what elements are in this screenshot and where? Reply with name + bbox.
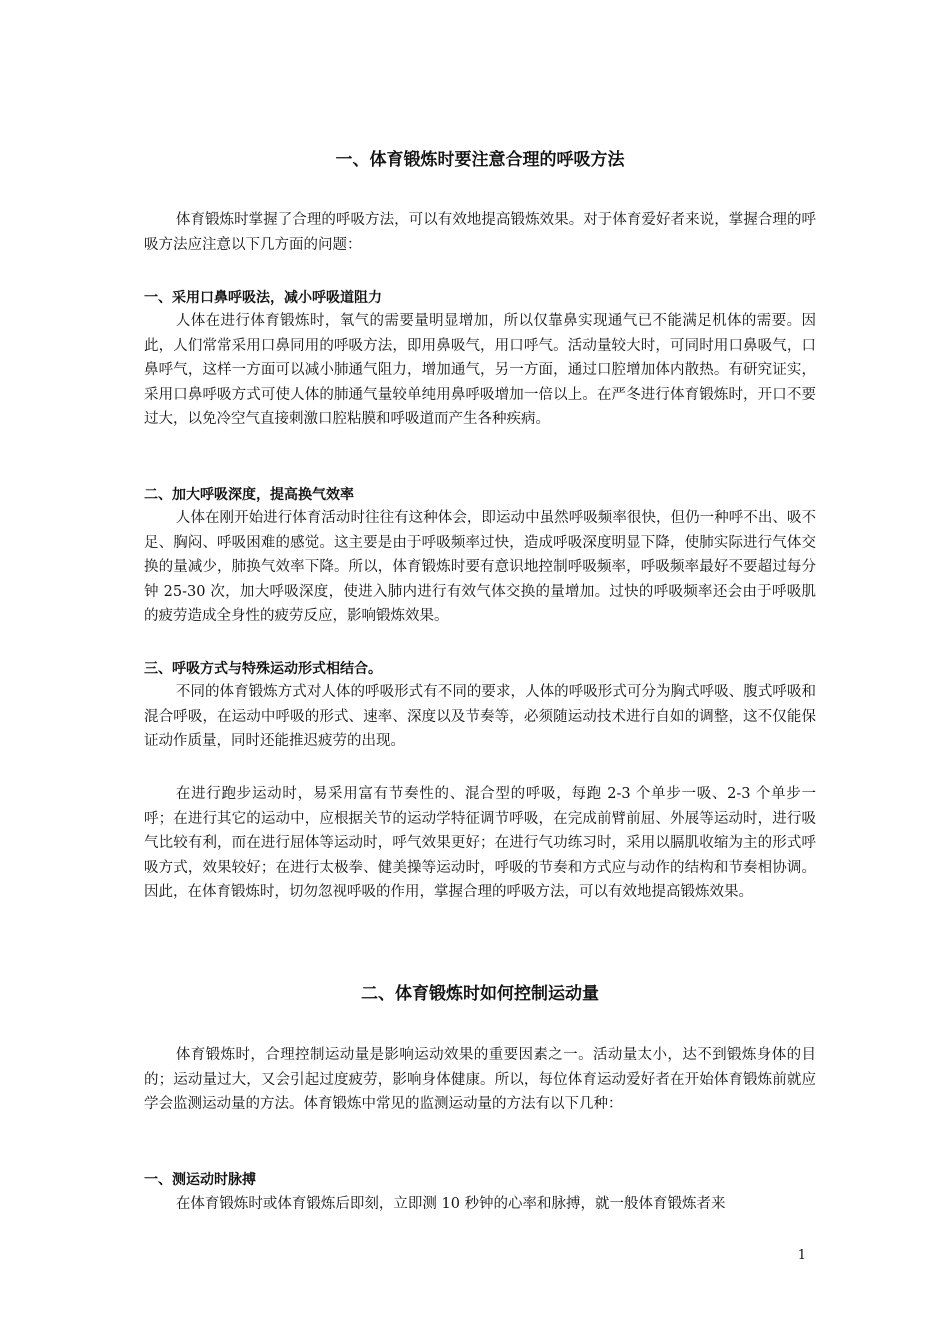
page-number: 1 — [797, 1248, 806, 1263]
paragraph-breathing-depth: 人体在刚开始进行体育活动时往往有这种体会，即运动中虽然呼吸频率很快，但仍一种呼不出、吸不足、胸闷、呼吸困难的感觉。这主要是由于呼吸频率过快，造成呼吸深度明显下降，使肺实际进行气体交换的量减少，肺换气效率下降。所以，体育锻炼时要有意识地控制呼吸频率，呼吸频率最好不要超过每分钟 25-30 次，加大呼吸深度，使进入肺内进行有效气体交换的量增加。过快的呼吸频率还会由于呼吸肌的疲劳造成全身性的疲劳反应，影响锻炼效果。 — [144, 510, 816, 624]
paragraph-running-breathing: 在进行跑步运动时，易采用富有节奏性的、混合型的呼吸，每跑 2-3 个单步一吸、2-3 个单步一呼；在进行其它的运动中，应根据关节的运动学特征调节呼吸，在完成前臂前屈、外展等运动时，进行吸气比较有利，而在进行屈体等运动时，呼气效果更好；在进行气功练习时，采用以膈肌收缩为主的形式呼吸方式，效果较好；在进行太极拳、健美操等运动时，呼吸的节奏和方式应与动作的结构和节奏相协调。因此，在体育锻炼时，切勿忽视呼吸的作用，掌握合理的呼吸方法，可以有效地提高锻炼效果。 — [144, 786, 816, 900]
section-intro-breathing: 体育锻炼时掌握了合理的呼吸方法，可以有效地提高锻炼效果。对于体育爱好者来说，掌握合理的呼吸方法应注意以下几方面的问题： — [144, 212, 816, 253]
paragraph-mouth-nose-breathing: 人体在进行体育锻炼时，氧气的需要量明显增加，所以仅靠鼻实现通气已不能满足机体的需要。因此，人们常常采用口鼻同用的呼吸方法，即用鼻吸气，用口呼气。活动量较大时，可同时用口鼻吸气，口鼻呼气，这样一方面可以减小肺通气阻力，增加通气，另一方面，通过口腔增加体内散热。有研究证实，采用口鼻呼吸方式可使人体的肺通气量较单纯用鼻呼吸增加一倍以上。在严冬进行体育锻炼时，开口不要过大，以免冷空气直接刺激口腔粘膜和呼吸道而产生各种疾病。 — [144, 313, 816, 427]
subheading-pulse-measure: 一、测运动时脉搏 — [144, 1172, 256, 1188]
section-title-exercise-load: 二、体育锻炼时如何控制运动量 — [361, 984, 599, 1004]
subheading-mouth-nose-breathing: 一、采用口鼻呼吸法，减小呼吸道阻力 — [144, 290, 382, 306]
section-intro-exercise-load: 体育锻炼时，合理控制运动量是影响运动效果的重要因素之一。活动量太小，达不到锻炼身体的目的；运动量过大，又会引起过度疲劳，影响身体健康。所以，每位体育运动爱好者在开始体育锻炼前就应学会监测运动量的方法。体育锻炼中常见的监测运动量的方法有以下几种： — [144, 1047, 816, 1112]
section-title-breathing: 一、体育锻炼时要注意合理的呼吸方法 — [335, 150, 625, 170]
document-page — [144, 0, 816, 1344]
paragraph-pulse-measure: 在体育锻炼时或体育锻炼后即刻，立即测 10 秒钟的心率和脉搏，就一般体育锻炼者来 — [175, 1196, 726, 1212]
subheading-breathing-style: 三、呼吸方式与特殊运动形式相结合。 — [144, 661, 382, 677]
paragraph-breathing-style: 不同的体育锻炼方式对人体的呼吸形式有不同的要求，人体的呼吸形式可分为胸式呼吸、腹式呼吸和混合呼吸，在运动中呼吸的形式、速率、深度以及节奏等，必须随运动技术进行自如的调整，这不仅能保证动作质量，同时还能推迟疲劳的出现。 — [144, 684, 816, 749]
subheading-breathing-depth: 二、加大呼吸深度，提高换气效率 — [144, 487, 354, 503]
